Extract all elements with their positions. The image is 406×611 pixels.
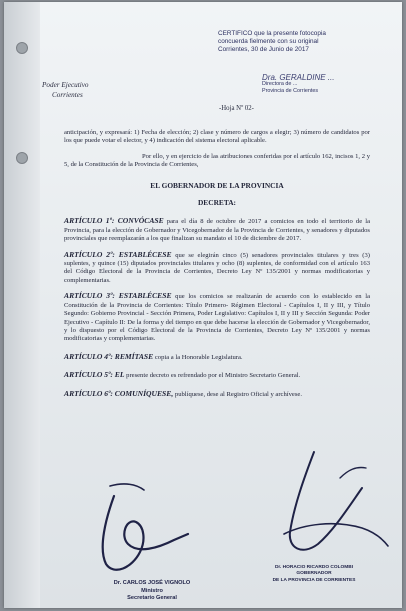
article-lead: ARTÍCULO 5º: EL bbox=[64, 370, 125, 380]
document-sheet bbox=[4, 2, 402, 608]
closing-paragraph: Por ello, y en ejercicio de las atribuciones conferidas por el artículo 162, incisos 1, 2 y 5, de la Constitución de la Provincia de Corrientes, bbox=[64, 152, 370, 169]
article-lead: ARTÍCULO 6º: COMUNÍQUESE, bbox=[64, 388, 174, 398]
signature-right-graphic bbox=[244, 448, 394, 566]
signer-title: Ministro bbox=[141, 587, 163, 594]
page-number: -Hoja Nº 02- bbox=[219, 105, 254, 112]
decree-subheading: DECRETA: bbox=[197, 198, 237, 208]
decree-body bbox=[64, 129, 370, 399]
letterhead bbox=[42, 80, 132, 100]
signer-title: Secretario General bbox=[127, 595, 177, 602]
certification-line: CERTIFICO que la presente fotocopia bbox=[218, 30, 326, 37]
continuation-paragraph: anticipación, y expresará: 1) Fecha de elección; 2) clase y número de cargos a elegir; 3) número de candidatos por los que puede votar el elector, y 4) indicación del sistema electoral aplicable. bbox=[64, 129, 370, 145]
article-lead: ARTÍCULO 4º: REMÍTASE bbox=[64, 351, 154, 361]
article-paragraph bbox=[64, 390, 370, 399]
stamp-role: Provincia de Corrientes bbox=[262, 88, 319, 94]
article-text: publíquese, dese al Registro Oficial y archívese. bbox=[173, 390, 302, 398]
article-paragraph bbox=[64, 292, 370, 343]
article-text: que se elegirán cinco (5) senadores provinciales titulares y tres (3) suplentes, y quince (15) diputados provinciales titulares y ocho (8) suplentes, de conformidad con el artículo 163 del Código Electoral de la Provincia de Corrientes, Decreto Ley Nº 135/2001 y normas modificatorias y complementarias. bbox=[64, 251, 370, 284]
signer-name: Dr. HORACIO RICARDO COLOMBI bbox=[274, 565, 354, 570]
certification-line: Corrientes, 30 de Junio de 2017 bbox=[218, 46, 309, 54]
signer-name: Dr. CARLOS JOSÉ VIGNOLO bbox=[113, 580, 191, 586]
signature-block-governor bbox=[252, 565, 376, 584]
certification-line: concuerda fielmente con su original bbox=[218, 38, 319, 46]
stamp-signer: Dra. GERALDINE ... bbox=[262, 73, 335, 82]
signature-block-minister bbox=[92, 580, 212, 603]
article-text: copia a la Honorable Legislatura. bbox=[153, 353, 243, 361]
signer-title: GOBERNADOR bbox=[296, 571, 332, 577]
certification-stamp bbox=[218, 30, 394, 55]
paper-fold-shadow bbox=[4, 2, 40, 608]
punch-hole bbox=[16, 152, 28, 164]
article-text: presente decreto es refrendado por el Ministro Secretario General. bbox=[124, 372, 301, 380]
stamp-role: Directora de ... bbox=[262, 81, 298, 87]
letterhead-line: Poder Ejecutivo bbox=[42, 81, 89, 89]
article-paragraph bbox=[64, 371, 370, 380]
letterhead-line: Corrientes bbox=[52, 91, 83, 99]
article-lead: ARTÍCULO 2º: ESTABLÉCESE bbox=[64, 249, 172, 259]
article-text: para el día 8 de octubre de 2017 a comicios en todo el territorio de la Provincia, para la elección de Gobernador y Vicegobernador de la Provincia de Corrientes, y senadores y diputados provinciales que reemplazarán a los que finalizan su mandato el 10 de diciembre de 2017. bbox=[64, 218, 371, 243]
article-text: que los comicios se realizarán de acuerdo con lo establecido en la Constitución de la Provincia de Corrientes: Título Primero- Régimen Electoral - Capítulos I, II y III, y Título Segundo: Gobierno Provincial - Sección Primera, Poder Legislativo: Capítulos I, II y III y Sección Segunda: Poder Ejecutivo - Capítulo II: De la forma y del tiempo en que debe hacerse la elección de Gobernador y Vicegobernador, y lo dispuesto por el Código Electoral de la Provincia de Corrientes, Decreto Ley Nº 135/2001 y normas modificatorias y complementarias. bbox=[64, 293, 370, 343]
article-paragraph bbox=[64, 353, 370, 362]
article-paragraph bbox=[64, 217, 370, 243]
punch-hole bbox=[16, 42, 28, 54]
article-paragraph bbox=[64, 251, 370, 286]
decree-heading: EL GOBERNADOR DE LA PROVINCIA bbox=[150, 180, 284, 190]
article-lead: ARTÍCULO 1º: CONVÓCASE bbox=[64, 216, 164, 226]
signer-title: DE LA PROVINCIA DE CORRIENTES bbox=[272, 577, 356, 583]
signature-left-graphic bbox=[84, 478, 194, 582]
official-stamp bbox=[262, 74, 382, 95]
article-lead: ARTÍCULO 3º: ESTABLÉCESE bbox=[64, 291, 172, 301]
